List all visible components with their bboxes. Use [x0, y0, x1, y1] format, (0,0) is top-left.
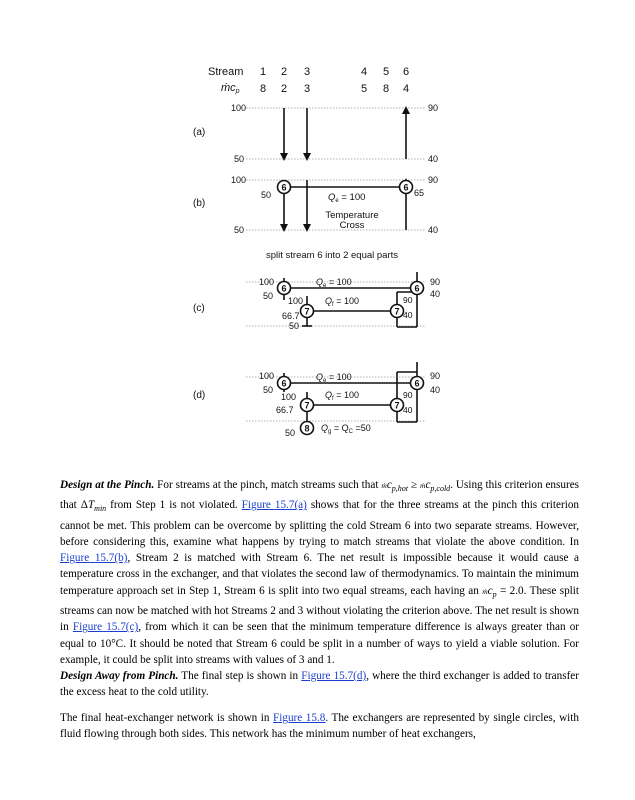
mcp-value: 4 [402, 83, 410, 95]
svg-text:50: 50 [289, 321, 300, 331]
svg-text:50: 50 [263, 291, 274, 301]
heading-design-away-from-pinch: Design Away from Pinch. [60, 670, 179, 682]
stream-number: 5 [382, 66, 390, 78]
figure-link[interactable]: Figure 15.7(c) [72, 621, 139, 634]
temp-label: 100 [231, 175, 247, 185]
stream-number: 1 [259, 66, 267, 78]
paragraph-final-network: The final heat-exchanger network is shown in Figure 15.8. The exchangers are represented by single circles, with fluid flowing through both sides. This network has the minimum number of heat exchangers, [60, 712, 579, 741]
stream-number: 2 [280, 66, 288, 78]
svg-text:40: 40 [403, 310, 413, 320]
duty-label: $Q_e = 100$ [328, 192, 366, 204]
svg-text:Qg = QC =50: $Q_g = Q_C =50$ [321, 423, 371, 435]
svg-text:90: 90 [403, 295, 413, 305]
figure-link[interactable]: Figure 15.8 [273, 712, 326, 724]
temp-label: 90 [428, 103, 439, 113]
temp-label: 100 [231, 103, 247, 113]
mcp-value: 5 [360, 83, 368, 95]
svg-text:100: 100 [259, 371, 275, 381]
temp-label: 90 [428, 175, 439, 185]
svg-text:40: 40 [403, 405, 413, 415]
svg-text:40: 40 [430, 289, 441, 299]
svg-text:6: 6 [281, 182, 287, 193]
svg-text:7: 7 [304, 306, 310, 317]
svg-text:7: 7 [394, 400, 400, 411]
temp-label: 50 [261, 190, 272, 200]
temp-label: 50 [234, 225, 245, 235]
svg-text:66.7: 66.7 [282, 311, 300, 321]
svg-text:8: 8 [304, 423, 310, 434]
svg-text:50: 50 [263, 385, 274, 395]
split-note: split stream 6 into 2 equal parts [266, 250, 399, 261]
stream-number: 6 [402, 66, 410, 78]
mcp-header-label: ṁcp [221, 82, 240, 95]
svg-text:40: 40 [430, 385, 441, 395]
svg-text:Qf = 100: $Q_f = 100$ [325, 390, 359, 402]
figure-link[interactable]: Figure 15.7(d) [301, 670, 367, 682]
stream-header-label: Stream [208, 66, 244, 78]
svg-text:6: 6 [281, 378, 287, 389]
panel-c [193, 272, 440, 331]
paragraph-design-away-from-pinch: Design Away from Pinch. The final step is shown in Figure 15.7(d), where the third exchanger is added to transfer the excess heat to the cold utility. [60, 670, 579, 699]
svg-text:Qe = 100: $Q_e = 100$ [316, 277, 352, 289]
svg-text:6: 6 [403, 182, 409, 193]
svg-text:Qf = 100: $Q_f = 100$ [325, 296, 359, 308]
svg-text:66.7: 66.7 [276, 405, 294, 415]
panel-a [193, 103, 438, 164]
mcp-value: 3 [303, 83, 311, 95]
mcp-value: 8 [259, 83, 267, 95]
svg-text:6: 6 [414, 283, 420, 294]
panel-b [193, 175, 438, 235]
paragraph-design-at-pinch: Design at the Pinch. For streams at the pinch, match streams such that ṁc$_{p,hot}$ ≥ ṁc$_{p,cold}$. Using this criterion ensures that $\Delta T_{min}$ from Step 1 is not violated. Figure 15.7(a) shows that for the three streams at the pinch this criterion cannot be met. This problem can be overcome by splitting the cold Stream 6 into two separate streams. However, before considering this, examine what happens by trying to match streams that violate the above condition. In Figure 15.7(b), Stream 2 is matched with Stream 6. The net result is impossible because it would cause a temperature cross in the exchanger, and that violates the second law of thermodynamics. To maintain the minimum temperature approach set in Step 1, Stream 6 is split into two equal streams, each having an ṁc$_p$ = 2.0. These split streams can now be matched with hot Streams 2 and 3 without violating the criterion above. The net result is shown in Figure 15.7(c), from which it can be seen that the minimum temperature difference is always greater than or equal to 10°C. It should be noted that Stream 6 could be split in a number of ways to yield a viable solution. For example, it could be split into streams with values of 3 and 1. [60, 479, 580, 666]
svg-text:50: 50 [285, 428, 296, 438]
mcp-value: 8 [382, 83, 390, 95]
temperature-cross-label: Temperature [325, 210, 379, 221]
temp-label: 40 [428, 154, 439, 164]
svg-text:100: 100 [281, 392, 297, 402]
svg-text:6: 6 [414, 378, 420, 389]
temp-label: 65 [414, 188, 425, 198]
heading-design-at-pinch: Design at the Pinch. [60, 479, 155, 491]
svg-text:7: 7 [304, 400, 310, 411]
svg-text:100: 100 [259, 277, 275, 287]
temperature-cross-label: Cross [339, 220, 365, 231]
figure-link[interactable]: Figure 15.7(a) [241, 499, 307, 512]
mcp-value: 2 [280, 83, 288, 95]
svg-text:6: 6 [281, 283, 287, 294]
stream-number: 4 [360, 66, 368, 78]
svg-text:90: 90 [430, 277, 441, 287]
panel-label: (b) [193, 198, 206, 209]
svg-text:7: 7 [394, 306, 400, 317]
temp-label: 50 [234, 154, 245, 164]
svg-text:90: 90 [430, 371, 441, 381]
panel-label: (d) [193, 390, 206, 401]
stream-number: 3 [303, 66, 311, 78]
svg-text:Qe = 100: $Q_e = 100$ [316, 372, 352, 384]
temp-label: 40 [428, 225, 439, 235]
panel-label: (a) [193, 127, 206, 138]
svg-text:100: 100 [288, 296, 304, 306]
svg-text:90: 90 [403, 390, 413, 400]
panel-d [193, 362, 440, 438]
figure-link[interactable]: Figure 15.7(b) [60, 552, 128, 565]
panel-label: (c) [193, 303, 205, 314]
